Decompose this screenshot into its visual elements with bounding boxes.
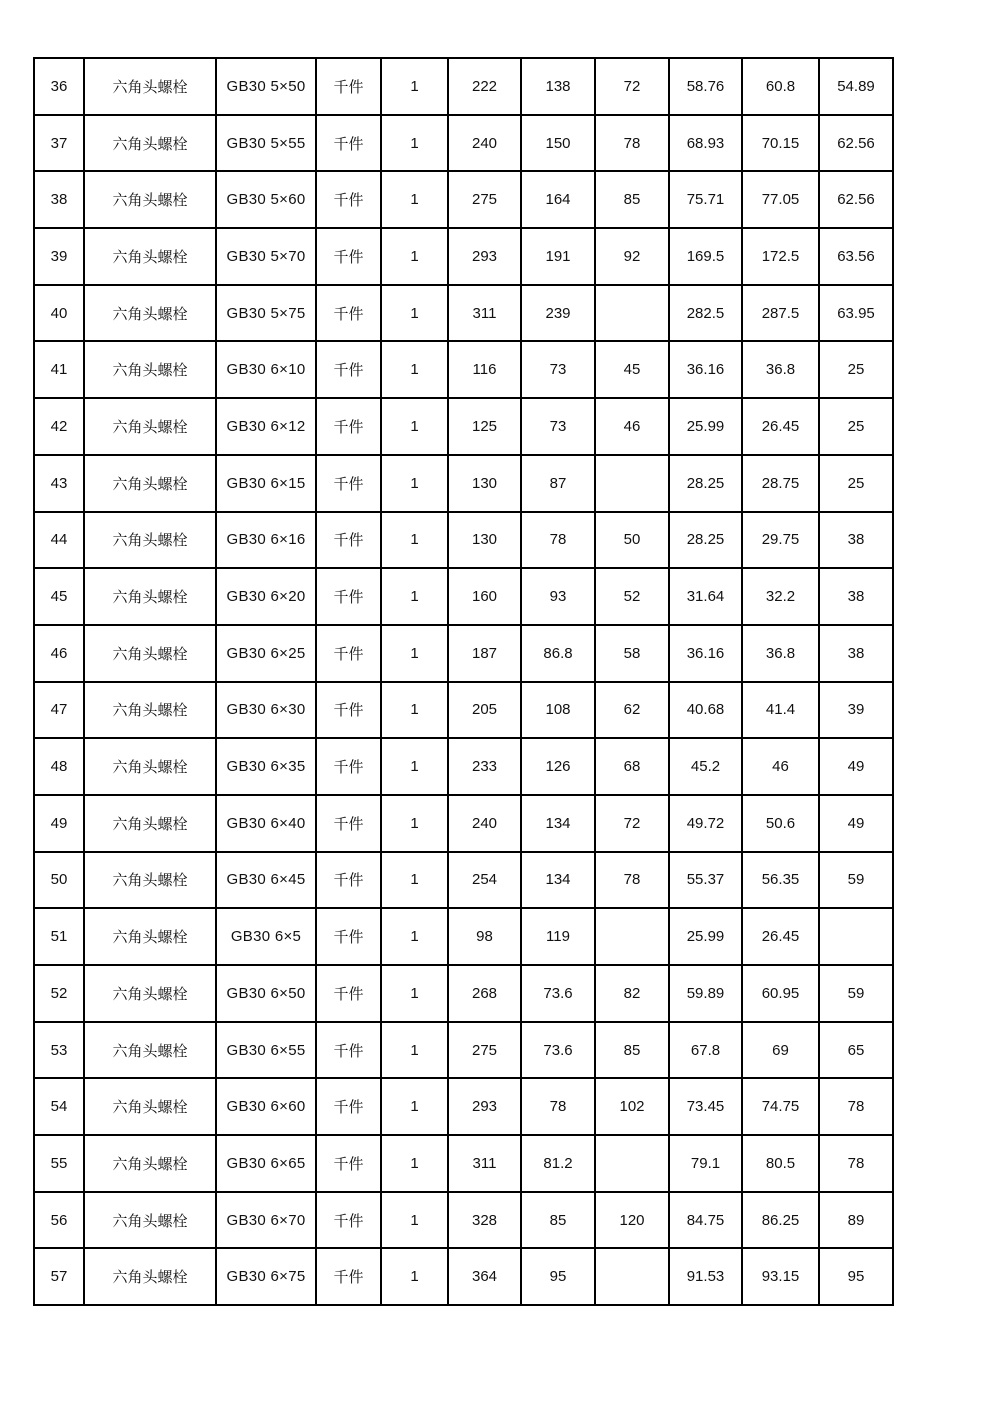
row-number-cell: 52 — [34, 965, 84, 1022]
quantity-cell: 1 — [381, 1022, 448, 1079]
value-4-cell: 68.93 — [669, 115, 742, 172]
row-number-cell: 53 — [34, 1022, 84, 1079]
quantity-cell: 1 — [381, 171, 448, 228]
table-row — [34, 115, 893, 172]
unit-cell: 千件 — [316, 455, 381, 512]
value-3-cell: 50 — [595, 512, 669, 569]
item-name-cell: 六角头螺栓 — [84, 228, 216, 285]
value-1-cell: 125 — [448, 398, 521, 455]
table-row — [34, 738, 893, 795]
value-3-cell: 92 — [595, 228, 669, 285]
quantity-cell: 1 — [381, 682, 448, 739]
spec-cell: GB30 6×15 — [216, 455, 316, 512]
quantity-cell: 1 — [381, 115, 448, 172]
item-name-cell: 六角头螺栓 — [84, 1078, 216, 1135]
spec-cell: GB30 6×30 — [216, 682, 316, 739]
spec-cell: GB30 5×60 — [216, 171, 316, 228]
value-4-cell: 73.45 — [669, 1078, 742, 1135]
table-row — [34, 1192, 893, 1249]
value-1-cell: 311 — [448, 285, 521, 342]
unit-cell: 千件 — [316, 341, 381, 398]
quantity-cell: 1 — [381, 852, 448, 909]
value-5-cell: 86.25 — [742, 1192, 819, 1249]
value-6-cell — [819, 908, 893, 965]
value-4-cell: 40.68 — [669, 682, 742, 739]
value-5-cell: 80.5 — [742, 1135, 819, 1192]
value-1-cell: 364 — [448, 1248, 521, 1305]
quantity-cell: 1 — [381, 58, 448, 115]
value-2-cell: 164 — [521, 171, 595, 228]
unit-cell: 千件 — [316, 738, 381, 795]
table-row — [34, 285, 893, 342]
table-row — [34, 455, 893, 512]
value-5-cell: 36.8 — [742, 341, 819, 398]
value-4-cell: 59.89 — [669, 965, 742, 1022]
value-2-cell: 73 — [521, 341, 595, 398]
value-5-cell: 56.35 — [742, 852, 819, 909]
spec-cell: GB30 6×20 — [216, 568, 316, 625]
unit-cell: 千件 — [316, 1248, 381, 1305]
quantity-cell: 1 — [381, 455, 448, 512]
value-1-cell: 187 — [448, 625, 521, 682]
value-5-cell: 29.75 — [742, 512, 819, 569]
table-row — [34, 908, 893, 965]
row-number-cell: 44 — [34, 512, 84, 569]
value-5-cell: 77.05 — [742, 171, 819, 228]
table-row — [34, 58, 893, 115]
value-6-cell: 38 — [819, 512, 893, 569]
value-4-cell: 28.25 — [669, 455, 742, 512]
unit-cell: 千件 — [316, 1135, 381, 1192]
unit-cell: 千件 — [316, 625, 381, 682]
value-3-cell: 72 — [595, 795, 669, 852]
table-row — [34, 398, 893, 455]
row-number-cell: 36 — [34, 58, 84, 115]
item-name-cell: 六角头螺栓 — [84, 625, 216, 682]
value-2-cell: 85 — [521, 1192, 595, 1249]
value-2-cell: 87 — [521, 455, 595, 512]
quantity-cell: 1 — [381, 1135, 448, 1192]
item-name-cell: 六角头螺栓 — [84, 1192, 216, 1249]
row-number-cell: 43 — [34, 455, 84, 512]
table-row — [34, 341, 893, 398]
value-1-cell: 254 — [448, 852, 521, 909]
value-2-cell: 95 — [521, 1248, 595, 1305]
value-3-cell — [595, 1248, 669, 1305]
value-1-cell: 222 — [448, 58, 521, 115]
spec-cell: GB30 6×5 — [216, 908, 316, 965]
unit-cell: 千件 — [316, 398, 381, 455]
value-2-cell: 134 — [521, 852, 595, 909]
row-number-cell: 40 — [34, 285, 84, 342]
table-row — [34, 795, 893, 852]
row-number-cell: 54 — [34, 1078, 84, 1135]
value-6-cell: 49 — [819, 795, 893, 852]
value-6-cell: 65 — [819, 1022, 893, 1079]
price-table — [33, 57, 894, 1306]
unit-cell: 千件 — [316, 115, 381, 172]
row-number-cell: 41 — [34, 341, 84, 398]
value-1-cell: 293 — [448, 228, 521, 285]
value-2-cell: 126 — [521, 738, 595, 795]
value-4-cell: 169.5 — [669, 228, 742, 285]
value-6-cell: 62.56 — [819, 115, 893, 172]
value-6-cell: 89 — [819, 1192, 893, 1249]
spec-cell: GB30 5×75 — [216, 285, 316, 342]
spec-cell: GB30 6×10 — [216, 341, 316, 398]
spec-cell: GB30 6×40 — [216, 795, 316, 852]
spec-cell: GB30 6×16 — [216, 512, 316, 569]
unit-cell: 千件 — [316, 171, 381, 228]
table-row — [34, 512, 893, 569]
value-5-cell: 26.45 — [742, 398, 819, 455]
quantity-cell: 1 — [381, 1192, 448, 1249]
value-6-cell: 25 — [819, 341, 893, 398]
value-5-cell: 60.95 — [742, 965, 819, 1022]
value-4-cell: 45.2 — [669, 738, 742, 795]
item-name-cell: 六角头螺栓 — [84, 1248, 216, 1305]
value-6-cell: 38 — [819, 568, 893, 625]
spec-cell: GB30 6×50 — [216, 965, 316, 1022]
unit-cell: 千件 — [316, 285, 381, 342]
row-number-cell: 38 — [34, 171, 84, 228]
value-6-cell: 49 — [819, 738, 893, 795]
value-3-cell: 45 — [595, 341, 669, 398]
unit-cell: 千件 — [316, 1022, 381, 1079]
value-3-cell: 120 — [595, 1192, 669, 1249]
row-number-cell: 42 — [34, 398, 84, 455]
quantity-cell: 1 — [381, 228, 448, 285]
unit-cell: 千件 — [316, 512, 381, 569]
row-number-cell: 51 — [34, 908, 84, 965]
value-2-cell: 73.6 — [521, 965, 595, 1022]
item-name-cell: 六角头螺栓 — [84, 398, 216, 455]
unit-cell: 千件 — [316, 908, 381, 965]
value-3-cell — [595, 1135, 669, 1192]
value-6-cell: 78 — [819, 1135, 893, 1192]
table-row — [34, 1078, 893, 1135]
value-5-cell: 50.6 — [742, 795, 819, 852]
value-4-cell: 75.71 — [669, 171, 742, 228]
item-name-cell: 六角头螺栓 — [84, 795, 216, 852]
item-name-cell: 六角头螺栓 — [84, 512, 216, 569]
value-1-cell: 116 — [448, 341, 521, 398]
value-2-cell: 73.6 — [521, 1022, 595, 1079]
value-3-cell — [595, 285, 669, 342]
value-6-cell: 63.95 — [819, 285, 893, 342]
value-4-cell: 28.25 — [669, 512, 742, 569]
quantity-cell: 1 — [381, 512, 448, 569]
value-1-cell: 130 — [448, 512, 521, 569]
value-5-cell: 69 — [742, 1022, 819, 1079]
item-name-cell: 六角头螺栓 — [84, 171, 216, 228]
value-3-cell: 102 — [595, 1078, 669, 1135]
value-2-cell: 119 — [521, 908, 595, 965]
value-4-cell: 67.8 — [669, 1022, 742, 1079]
value-3-cell: 62 — [595, 682, 669, 739]
value-3-cell: 85 — [595, 171, 669, 228]
quantity-cell: 1 — [381, 795, 448, 852]
unit-cell: 千件 — [316, 795, 381, 852]
unit-cell: 千件 — [316, 568, 381, 625]
value-3-cell — [595, 908, 669, 965]
value-1-cell: 311 — [448, 1135, 521, 1192]
table-row — [34, 228, 893, 285]
value-1-cell: 240 — [448, 795, 521, 852]
unit-cell: 千件 — [316, 852, 381, 909]
value-5-cell: 287.5 — [742, 285, 819, 342]
row-number-cell: 56 — [34, 1192, 84, 1249]
item-name-cell: 六角头螺栓 — [84, 852, 216, 909]
row-number-cell: 50 — [34, 852, 84, 909]
value-1-cell: 233 — [448, 738, 521, 795]
item-name-cell: 六角头螺栓 — [84, 455, 216, 512]
value-2-cell: 78 — [521, 512, 595, 569]
value-6-cell: 25 — [819, 398, 893, 455]
value-5-cell: 36.8 — [742, 625, 819, 682]
item-name-cell: 六角头螺栓 — [84, 1022, 216, 1079]
value-2-cell: 86.8 — [521, 625, 595, 682]
quantity-cell: 1 — [381, 285, 448, 342]
value-3-cell: 78 — [595, 852, 669, 909]
spec-cell: GB30 6×45 — [216, 852, 316, 909]
value-4-cell: 91.53 — [669, 1248, 742, 1305]
value-3-cell: 46 — [595, 398, 669, 455]
value-2-cell: 81.2 — [521, 1135, 595, 1192]
value-2-cell: 73 — [521, 398, 595, 455]
unit-cell: 千件 — [316, 682, 381, 739]
row-number-cell: 45 — [34, 568, 84, 625]
value-1-cell: 98 — [448, 908, 521, 965]
value-4-cell: 79.1 — [669, 1135, 742, 1192]
spec-cell: GB30 6×70 — [216, 1192, 316, 1249]
item-name-cell: 六角头螺栓 — [84, 568, 216, 625]
item-name-cell: 六角头螺栓 — [84, 682, 216, 739]
spec-cell: GB30 5×50 — [216, 58, 316, 115]
quantity-cell: 1 — [381, 965, 448, 1022]
value-5-cell: 46 — [742, 738, 819, 795]
value-4-cell: 25.99 — [669, 398, 742, 455]
value-3-cell: 68 — [595, 738, 669, 795]
value-3-cell — [595, 455, 669, 512]
value-3-cell: 85 — [595, 1022, 669, 1079]
value-6-cell: 95 — [819, 1248, 893, 1305]
item-name-cell: 六角头螺栓 — [84, 341, 216, 398]
item-name-cell: 六角头螺栓 — [84, 1135, 216, 1192]
value-6-cell: 38 — [819, 625, 893, 682]
value-2-cell: 134 — [521, 795, 595, 852]
item-name-cell: 六角头螺栓 — [84, 738, 216, 795]
value-1-cell: 328 — [448, 1192, 521, 1249]
value-6-cell: 39 — [819, 682, 893, 739]
table-row — [34, 852, 893, 909]
value-1-cell: 275 — [448, 1022, 521, 1079]
value-2-cell: 108 — [521, 682, 595, 739]
table-row — [34, 965, 893, 1022]
unit-cell: 千件 — [316, 965, 381, 1022]
spec-cell: GB30 6×25 — [216, 625, 316, 682]
unit-cell: 千件 — [316, 228, 381, 285]
value-4-cell: 36.16 — [669, 625, 742, 682]
value-6-cell: 59 — [819, 965, 893, 1022]
quantity-cell: 1 — [381, 908, 448, 965]
row-number-cell: 47 — [34, 682, 84, 739]
value-6-cell: 54.89 — [819, 58, 893, 115]
item-name-cell: 六角头螺栓 — [84, 58, 216, 115]
row-number-cell: 55 — [34, 1135, 84, 1192]
table-row — [34, 1135, 893, 1192]
value-5-cell: 93.15 — [742, 1248, 819, 1305]
value-4-cell: 49.72 — [669, 795, 742, 852]
value-4-cell: 282.5 — [669, 285, 742, 342]
table-row — [34, 568, 893, 625]
value-2-cell: 191 — [521, 228, 595, 285]
value-1-cell: 240 — [448, 115, 521, 172]
row-number-cell: 48 — [34, 738, 84, 795]
value-4-cell: 25.99 — [669, 908, 742, 965]
value-1-cell: 205 — [448, 682, 521, 739]
value-4-cell: 36.16 — [669, 341, 742, 398]
quantity-cell: 1 — [381, 1078, 448, 1135]
row-number-cell: 46 — [34, 625, 84, 682]
spec-cell: GB30 6×75 — [216, 1248, 316, 1305]
value-3-cell: 58 — [595, 625, 669, 682]
spec-cell: GB30 6×65 — [216, 1135, 316, 1192]
unit-cell: 千件 — [316, 1078, 381, 1135]
quantity-cell: 1 — [381, 398, 448, 455]
value-5-cell: 26.45 — [742, 908, 819, 965]
value-4-cell: 58.76 — [669, 58, 742, 115]
value-5-cell: 70.15 — [742, 115, 819, 172]
table-row — [34, 1248, 893, 1305]
value-5-cell: 74.75 — [742, 1078, 819, 1135]
value-2-cell: 78 — [521, 1078, 595, 1135]
value-4-cell: 84.75 — [669, 1192, 742, 1249]
spec-cell: GB30 6×55 — [216, 1022, 316, 1079]
quantity-cell: 1 — [381, 568, 448, 625]
unit-cell: 千件 — [316, 1192, 381, 1249]
item-name-cell: 六角头螺栓 — [84, 908, 216, 965]
item-name-cell: 六角头螺栓 — [84, 965, 216, 1022]
value-5-cell: 60.8 — [742, 58, 819, 115]
quantity-cell: 1 — [381, 625, 448, 682]
value-6-cell: 63.56 — [819, 228, 893, 285]
value-6-cell: 62.56 — [819, 171, 893, 228]
value-2-cell: 138 — [521, 58, 595, 115]
item-name-cell: 六角头螺栓 — [84, 285, 216, 342]
row-number-cell: 37 — [34, 115, 84, 172]
value-3-cell: 78 — [595, 115, 669, 172]
value-3-cell: 72 — [595, 58, 669, 115]
item-name-cell: 六角头螺栓 — [84, 115, 216, 172]
table-row — [34, 682, 893, 739]
table-body — [34, 58, 893, 1305]
row-number-cell: 57 — [34, 1248, 84, 1305]
value-4-cell: 31.64 — [669, 568, 742, 625]
spec-cell: GB30 6×12 — [216, 398, 316, 455]
value-3-cell: 52 — [595, 568, 669, 625]
value-1-cell: 130 — [448, 455, 521, 512]
value-6-cell: 25 — [819, 455, 893, 512]
spec-cell: GB30 6×35 — [216, 738, 316, 795]
table-row — [34, 171, 893, 228]
table-row — [34, 625, 893, 682]
quantity-cell: 1 — [381, 738, 448, 795]
value-1-cell: 293 — [448, 1078, 521, 1135]
row-number-cell: 49 — [34, 795, 84, 852]
value-2-cell: 150 — [521, 115, 595, 172]
value-2-cell: 239 — [521, 285, 595, 342]
value-1-cell: 275 — [448, 171, 521, 228]
value-5-cell: 41.4 — [742, 682, 819, 739]
value-1-cell: 160 — [448, 568, 521, 625]
value-1-cell: 268 — [448, 965, 521, 1022]
value-5-cell: 172.5 — [742, 228, 819, 285]
table-row — [34, 1022, 893, 1079]
value-6-cell: 59 — [819, 852, 893, 909]
value-5-cell: 32.2 — [742, 568, 819, 625]
spec-cell: GB30 6×60 — [216, 1078, 316, 1135]
spec-cell: GB30 5×70 — [216, 228, 316, 285]
value-3-cell: 82 — [595, 965, 669, 1022]
unit-cell: 千件 — [316, 58, 381, 115]
value-5-cell: 28.75 — [742, 455, 819, 512]
value-4-cell: 55.37 — [669, 852, 742, 909]
quantity-cell: 1 — [381, 341, 448, 398]
row-number-cell: 39 — [34, 228, 84, 285]
value-6-cell: 78 — [819, 1078, 893, 1135]
spec-cell: GB30 5×55 — [216, 115, 316, 172]
quantity-cell: 1 — [381, 1248, 448, 1305]
value-2-cell: 93 — [521, 568, 595, 625]
